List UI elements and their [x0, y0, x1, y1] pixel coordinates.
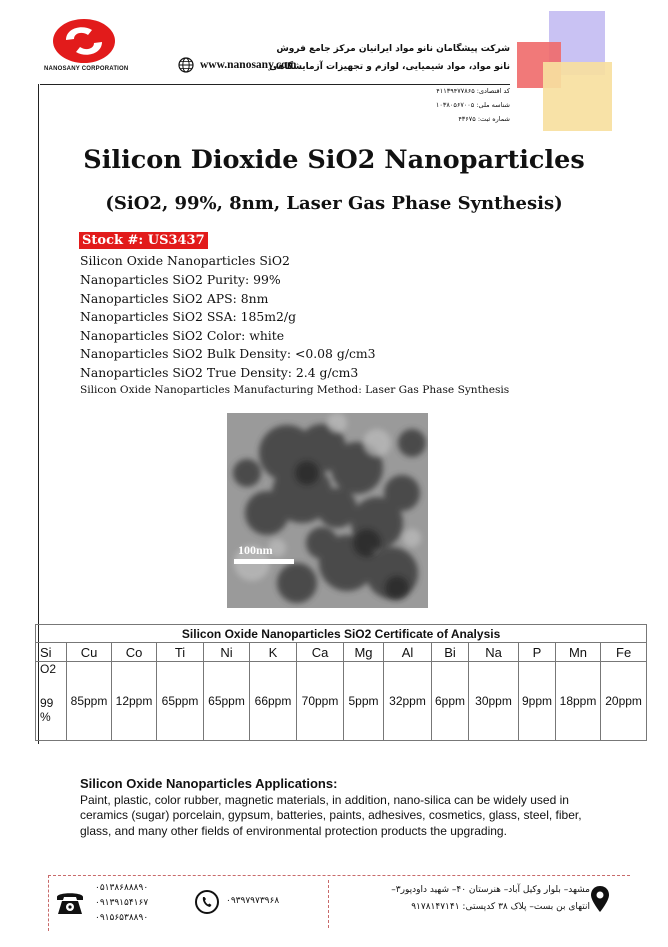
phone-number: ۰۹۱۳۹۱۵۴۱۶۷: [95, 898, 149, 908]
page-subtitle: (SiO2, 99%, 8nm, Laser Gas Phase Synthesis): [105, 193, 563, 214]
tem-micrograph: [227, 413, 428, 608]
coa-value-cell: 9ppm: [519, 662, 556, 741]
website-link[interactable]: www.nanosany.com: [200, 59, 297, 71]
globe-icon: [178, 57, 194, 73]
coa-value-cell: 6ppm: [432, 662, 469, 741]
phone-number: ۰۹۱۵۶۵۳۸۸۹۰: [95, 913, 149, 923]
address: [391, 882, 590, 916]
applications-text: Paint, plastic, color rubber, magnetic materials, in addition, nano-silica can be widely used in ceramics (sugar) porcelain, gypsum, batteries, paints, adhesives, cosmetics, glass, steel, fiber, glass, and many other fields of environmental protection products the upgrading.: [80, 793, 582, 838]
location-pin-icon: [590, 885, 610, 913]
fa-national-id: شناسه ملی: ۱۰۳۸۰۵۶۷۰۰۵: [435, 101, 510, 109]
coa-table: [35, 624, 647, 741]
coa-value-cell: 85ppm: [67, 662, 112, 741]
spec-line: Nanoparticles SiO2 Color: white: [80, 328, 285, 343]
coa-value-cell: 66ppm: [250, 662, 297, 741]
address-line: انتهای بن بست– پلاک ۳۸ کدپستی: ۹۱۷۸۱۴۷۱۴۱: [411, 902, 590, 912]
coa-header-cell: Mg: [344, 643, 384, 662]
phone-number: ۰۵۱۳۸۶۸۸۸۹۰: [95, 883, 149, 893]
coa-header-cell: Ca: [297, 643, 344, 662]
coa-first-value-bottom: 99 %: [40, 696, 54, 724]
coa-value-cell: 30ppm: [469, 662, 519, 741]
coa-value-cell: 65ppm: [157, 662, 204, 741]
coa-header-cell: Ni: [204, 643, 250, 662]
spec-line: Silicon Oxide Nanoparticles SiO2: [80, 253, 290, 268]
coa-value-cell: 5ppm: [344, 662, 384, 741]
fa-company-line2: نانو مواد، مواد شیمیایی، لوازم و تجهیزات آزمایشگاهی: [269, 62, 510, 72]
coa-value-cell: 65ppm: [204, 662, 250, 741]
address-line: مشهد– بلوار وکیل آباد– هنرستان ۴۰– شهید داودپور۳–: [391, 885, 590, 895]
spec-line: Nanoparticles SiO2 True Density: 2.4 g/cm3: [80, 365, 359, 380]
coa-header-cell: Cu: [67, 643, 112, 662]
coa-header-cell: P: [519, 643, 556, 662]
coa-value-cell: 12ppm: [112, 662, 157, 741]
fa-company-line1: شرکت پیشگامان نانو مواد ایرانیان مرکز جامع فروش: [276, 44, 510, 54]
coa-value-cell: 32ppm: [384, 662, 432, 741]
spec-line: Nanoparticles SiO2 Purity: 99%: [80, 272, 281, 287]
header-divider: [40, 84, 510, 85]
scale-bar-label: 100nm: [238, 543, 273, 557]
fa-registration: شماره ثبت: ۴۳۶۷۵: [458, 115, 510, 123]
coa-first-value-top: O2: [40, 662, 57, 676]
coa-header-cell: Al: [384, 643, 432, 662]
spec-line: Nanoparticles SiO2 SSA: 185m2/g: [80, 309, 297, 324]
mobile-icon: [194, 889, 220, 915]
coa-header-cell: Co: [112, 643, 157, 662]
coa-header-cell: Na: [469, 643, 519, 662]
coa-value-cell: 18ppm: [556, 662, 601, 741]
page-title: Silicon Dioxide SiO2 Nanoparticles: [83, 145, 585, 175]
coa-caption: Silicon Oxide Nanoparticles SiO2 Certificate of Analysis: [36, 625, 647, 643]
coa-header-cell: K: [250, 643, 297, 662]
coa-value-cell: [36, 662, 67, 741]
coa-header-cell: Ti: [157, 643, 204, 662]
coa-value-cell: 70ppm: [297, 662, 344, 741]
coa-value-cell: 20ppm: [601, 662, 647, 741]
coa-value-row: [36, 662, 647, 741]
spec-line: Nanoparticles SiO2 APS: 8nm: [80, 291, 269, 306]
brand-name: NANOSANY CORPORATION: [44, 66, 129, 72]
coa-header-cell: Si: [36, 643, 67, 662]
stock-number-badge: Stock #: US3437: [79, 232, 208, 249]
phone-numbers: [95, 881, 148, 926]
mobile-number: ۰۹۳۹۷۹۷۳۹۶۸: [226, 896, 280, 906]
coa-header-cell: Fe: [601, 643, 647, 662]
spec-line: Nanoparticles SiO2 Bulk Density: <0.08 g/cm3: [80, 346, 376, 361]
phone-icon: [54, 886, 86, 918]
coa-header-cell: Mn: [556, 643, 601, 662]
footer-divider: [328, 880, 329, 928]
scale-bar: [234, 559, 294, 564]
coa-header-cell: Bi: [432, 643, 469, 662]
nanosany-logo-icon: [52, 18, 116, 64]
manufacturing-method: Silicon Oxide Nanoparticles Manufacturing Method: Laser Gas Phase Synthesis: [80, 384, 510, 396]
coa-header-row: [36, 643, 647, 662]
applications-heading: Silicon Oxide Nanoparticles Applications:: [80, 776, 338, 791]
fa-economic-code: کد اقتصادی: ۴۱۱۳۹۴۷۷۸۶۵: [436, 87, 510, 95]
decor-square-yellow: [543, 62, 612, 131]
